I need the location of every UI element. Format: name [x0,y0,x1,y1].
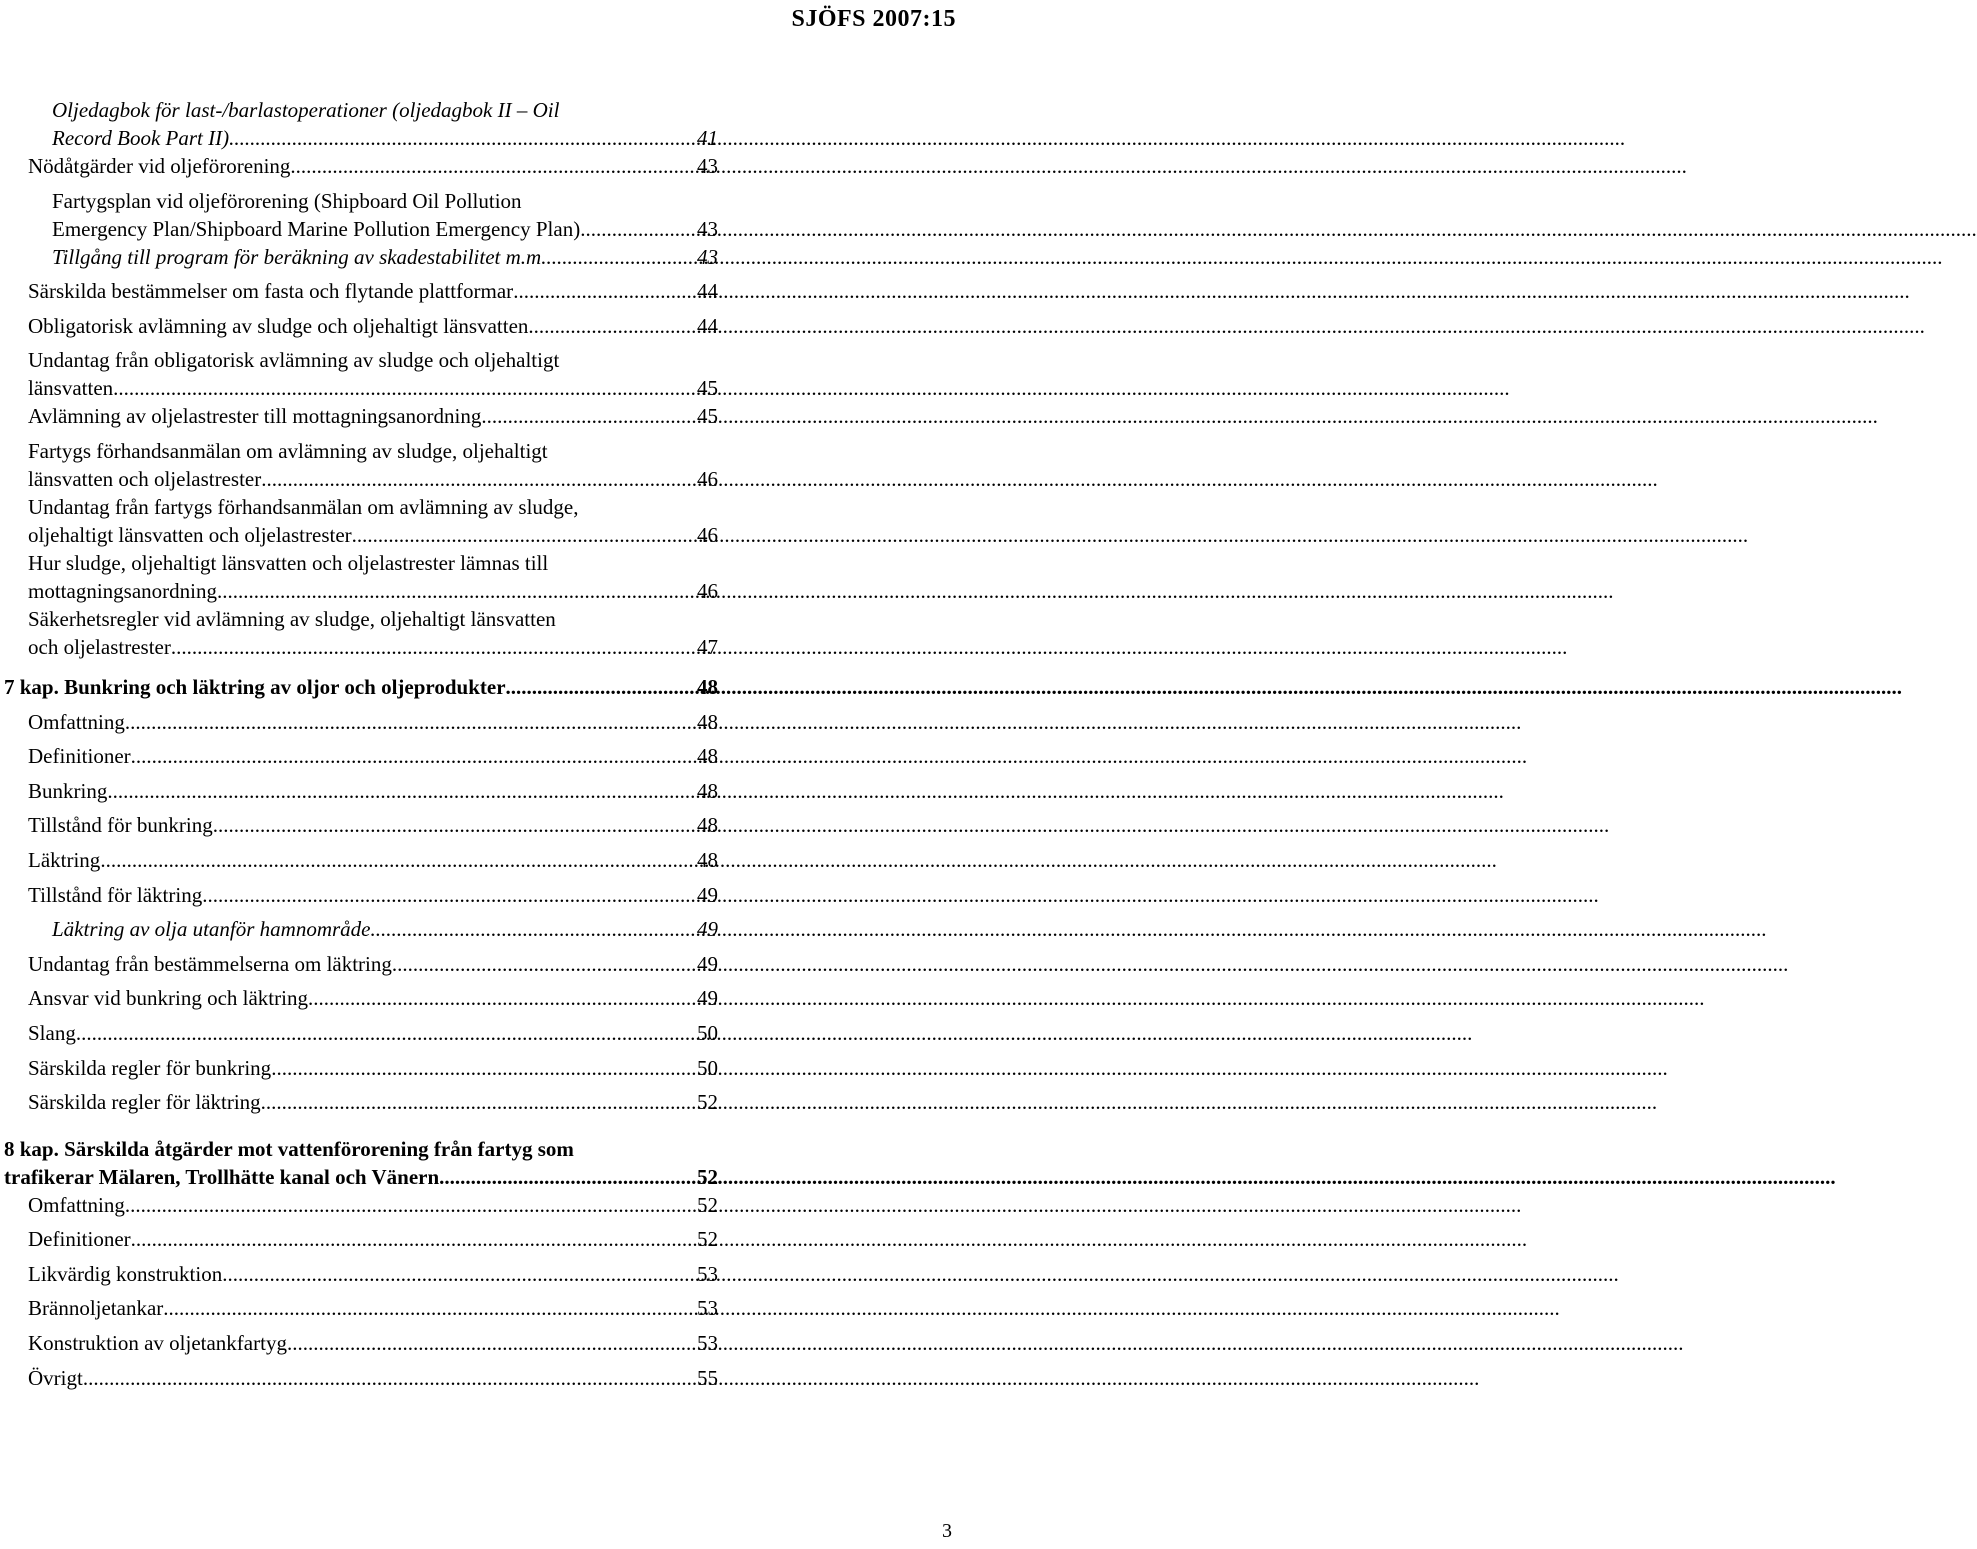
toc-page-number: 53 [697,1296,718,1321]
toc-page-number: 46 [697,466,718,491]
toc-entry[interactable] [0,742,960,777]
toc-entry-text-line: Fartygsplan vid oljeförorening (Shipboard Oil Pollution [52,188,522,213]
toc-page-number: 53 [697,1261,718,1286]
toc-page-number: 48 [697,674,718,699]
toc-entry[interactable] [0,777,960,812]
toc-entry-text-line: Undantag från obligatorisk avlämning av sludge och oljehaltigt [28,348,560,373]
dot-leader [506,673,697,701]
toc-entry-text: Emergency Plan/Shipboard Marine Pollution Emergency Plan) [52,216,581,241]
toc-page-number: 55 [697,1365,718,1390]
dot-leader [371,915,698,943]
toc-page-number: 48 [697,744,718,769]
toc-entry[interactable] [0,984,960,1019]
toc-entry[interactable] [0,846,960,881]
toc-page-number: 49 [697,951,718,976]
toc-page-number: 43 [697,216,718,241]
dot-leader [131,1225,697,1253]
toc-entry[interactable] [0,1364,960,1399]
toc-entry-text-line: Undantag från fartygs förhandsanmälan om avlämning av sludge, [28,494,579,519]
toc-page-number: 52 [697,1227,718,1252]
dot-leader [481,402,697,430]
dot-leader [546,243,697,271]
toc-entry[interactable] [0,549,960,605]
toc-entry-text: Läktring [28,847,101,872]
toc-entry-text: länsvatten och oljelastrester [28,466,262,491]
dot-leader [202,881,697,909]
toc-page-number: 52 [697,1164,718,1189]
toc-page-number: 45 [697,376,718,401]
toc-page-number: 49 [697,986,718,1011]
toc-chapter-text-line: 8 kap. Särskilda åtgärder mot vattenförorening från fartyg som [4,1136,574,1161]
toc-entry-text: Brännoljetankar [28,1296,164,1321]
dot-leader [217,577,697,605]
toc-entry[interactable] [0,1225,960,1260]
toc-entry[interactable] [0,402,960,437]
toc-entry[interactable] [0,1191,960,1226]
toc-page-number: 47 [697,634,718,659]
toc-entry-text: Övrigt [28,1365,83,1390]
toc-entry-text: Nödåtgärder vid oljeförorening [28,154,291,178]
toc-chapter-text: 7 kap. Bunkring och läktring av oljor och oljeprodukter [4,674,506,699]
toc-entry[interactable] [0,493,960,549]
toc-entry-text: mottagningsanordning [28,578,217,603]
toc-entry[interactable] [0,915,960,950]
toc-entry[interactable] [0,96,960,152]
toc-entry[interactable] [0,881,960,916]
toc-entry-text: oljehaltigt länsvatten och oljelastrester [28,522,352,547]
toc-entry-text: Obligatorisk avlämning av sludge och oljehaltigt länsvatten [28,313,529,338]
toc-page-number: 43 [697,154,718,178]
dot-leader [271,1054,697,1082]
toc-entry-text: Ansvar vid bunkring och läktring [28,986,308,1011]
page-number: 3 [942,1520,952,1542]
toc-entry[interactable] [0,187,960,243]
toc-page-number: 52 [697,1192,718,1217]
dot-leader [290,152,697,180]
toc-entry-text: Tillgång till program för beräkning av skadestabilitet m.m. [52,244,547,269]
toc-entry[interactable] [0,312,960,347]
toc-entry-text: Särskilda bestämmelser om fasta och flytande plattformar [28,279,514,304]
toc-entry-text-line: Hur sludge, oljehaltigt länsvatten och oljelastrester lämnas till [28,550,549,575]
toc-entry[interactable] [0,277,960,312]
table-of-contents [0,96,960,1398]
document-header: SJÖFS 2007:15 [791,6,956,32]
toc-entry[interactable] [0,1054,960,1089]
dot-leader [392,950,697,978]
toc-entry-text: Omfattning [28,709,125,734]
toc-entry-text: Särskilda regler för läktring [28,1090,261,1115]
dot-leader [83,1364,697,1392]
toc-page-number: 48 [697,813,718,838]
toc-page-number: 46 [697,578,718,603]
toc-entry[interactable] [0,811,960,846]
toc-page-number: 44 [697,279,718,304]
dot-leader [76,1019,697,1047]
toc-entry-text: Tillstånd för bunkring [28,813,213,838]
toc-chapter-heading[interactable] [0,673,960,708]
toc-entry[interactable] [0,1329,960,1364]
toc-page-number: 49 [697,882,718,907]
toc-chapter-heading[interactable] [0,1135,960,1191]
toc-page-number: 45 [697,404,718,429]
dot-leader [513,277,697,305]
dot-leader [171,633,697,661]
dot-leader [261,465,697,493]
dot-leader [107,777,697,805]
toc-entry-text: och oljelastrester [28,634,171,659]
dot-leader [439,1163,697,1191]
toc-entry-text-line: Säkerhetsregler vid avlämning av sludge, oljehaltigt länsvatten [28,606,556,631]
toc-entry-text: Läktring av olja utanför hamnområde [52,917,371,942]
toc-entry-text: Record Book Part II) [52,126,230,150]
toc-entry-text: Undantag från bestämmelserna om läktring [28,951,392,976]
toc-entry-text: Tillstånd för läktring [28,882,203,907]
dot-leader [113,374,697,402]
toc-entry[interactable] [0,1294,960,1329]
toc-entry[interactable] [0,243,960,278]
dot-leader [100,846,697,874]
toc-entry-text: länsvatten [28,376,114,401]
toc-entry-text: Definitioner [28,1227,131,1252]
toc-entry[interactable] [0,437,960,493]
toc-entry[interactable] [0,708,960,743]
toc-page-number: 46 [697,522,718,547]
toc-page-number: 48 [697,709,718,734]
toc-page-number: 50 [697,1055,718,1080]
toc-page-number: 48 [697,778,718,803]
dot-leader [287,1329,697,1357]
toc-entry-text: Slang [28,1020,76,1045]
dot-leader [528,312,697,340]
toc-page-number: 48 [697,847,718,872]
dot-leader [222,1260,697,1288]
dot-leader [125,708,697,736]
dot-leader [352,521,697,549]
toc-page-number: 41 [697,126,718,150]
dot-leader [163,1294,697,1322]
toc-page-number: 44 [697,313,718,338]
dot-leader [261,1088,697,1116]
toc-entry-text-line: Fartygs förhandsanmälan om avlämning av sludge, oljehaltigt [28,438,548,463]
toc-entry[interactable] [0,605,960,661]
toc-page-number: 50 [697,1020,718,1045]
toc-entry-text-line: Oljedagbok för last-/barlastoperationer (oljedagbok II – Oil [52,98,560,122]
toc-page-number: 49 [697,917,718,942]
toc-entry-text: Särskilda regler för bunkring [28,1055,272,1080]
toc-entry[interactable] [0,1019,960,1054]
toc-page-number: 52 [697,1090,718,1115]
dot-leader [308,984,697,1012]
toc-entry[interactable] [0,1088,960,1123]
toc-entry-text: Avlämning av oljelastrester till mottagningsanordning [28,404,482,429]
dot-leader [213,811,697,839]
toc-entry-text: Bunkring [28,778,108,803]
toc-entry-text: Likvärdig konstruktion [28,1261,223,1286]
dot-leader [125,1191,697,1219]
toc-page-number: 53 [697,1331,718,1356]
toc-entry-text: Konstruktion av oljetankfartyg [28,1331,287,1356]
toc-chapter-text: trafikerar Mälaren, Trollhätte kanal och Vänern [4,1164,440,1189]
dot-leader [580,215,697,243]
toc-entry[interactable] [0,950,960,985]
toc-entry-text: Definitioner [28,744,131,769]
toc-entry[interactable] [0,1260,960,1295]
dot-leader [131,742,697,770]
toc-entry[interactable] [0,152,960,187]
toc-entry-text: Omfattning [28,1192,125,1217]
toc-entry[interactable] [0,346,960,402]
dot-leader [229,124,697,152]
toc-page-number: 43 [697,244,718,269]
